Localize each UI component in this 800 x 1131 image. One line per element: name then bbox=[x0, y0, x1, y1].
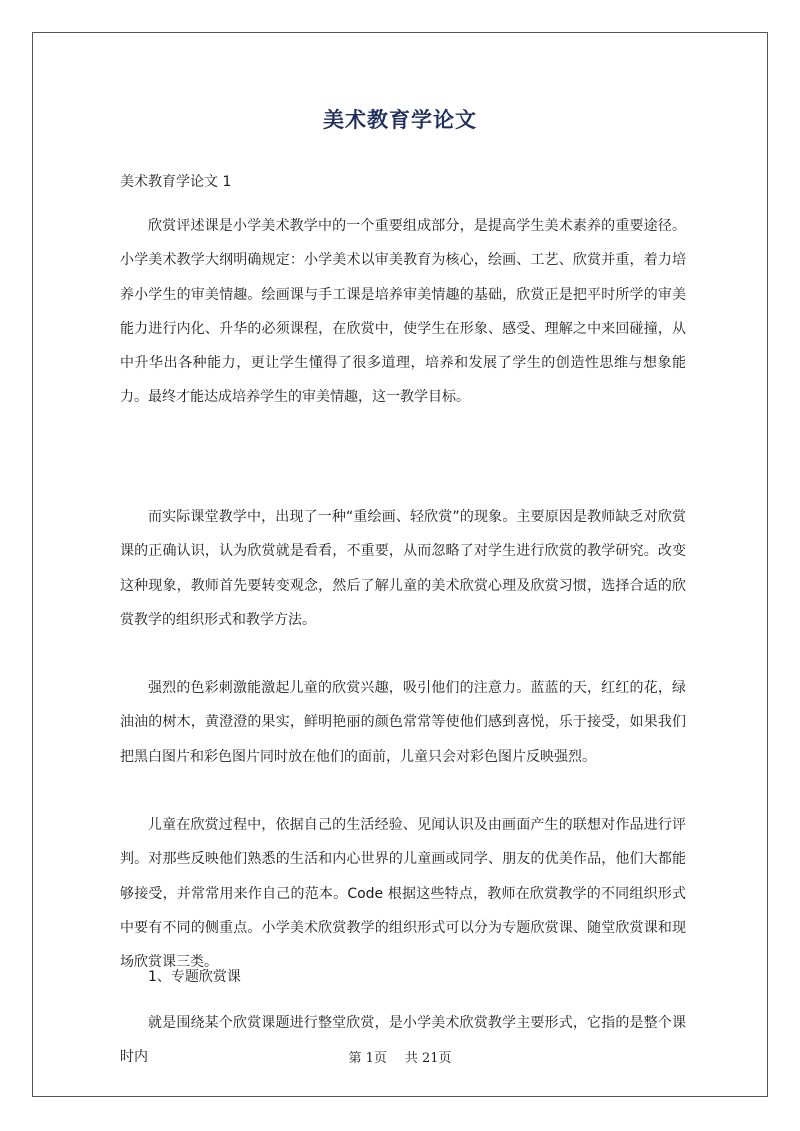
page-total: 共 21页 bbox=[404, 1051, 452, 1066]
paragraph-1: 欣赏评述课是小学美术教学中的一个重要组成部分，是提高学生美术素养的重要途径。小学美术教学大纲明确规定：小学美术以审美教育为核心，绘画、工艺、欣赏并重，着力培养小学生的审美情趣。绘画课与手工课是培养审美情趣的基础，欣赏正是把平时所学的审美能力进行内化、升华的必须课程，在欣赏中，使学生在形象、感受、理解之中来回碰撞，从中升华出各种能力，更让学生懂得了很多道理，培养和发展了学生的创造性思维与想象能力。最终才能达成培养学生的审美情趣，这一教学目标。 bbox=[120, 218, 686, 406]
paragraph-2: 而实际课堂教学中，出现了一种“重绘画、轻欣赏”的现象。主要原因是教师缺乏对欣赏课的正确认识，认为欣赏就是看看，不重要，从而忽略了对学生进行欣赏的教学研究。改变这种现象，教师首先要转变观念，然后了解儿童的美术欣赏心理及欣赏习惯，选择合适的欣赏教学的组织形式和教学方法。 bbox=[120, 509, 686, 628]
paragraph-4: 儿童在欣赏过程中，依据自己的生活经验、见闻认识及由画面产生的联想对作品进行评判。对那些反映他们熟悉的生活和内心世界的儿童画或同学、朋友的优美作品，他们大都能够接受，并常常用来作自己的范本。Code 根据这些特点，教师在欣赏教学的不同组织形式中要有不同的侧重点。小学美术欣赏教学的组织形式可以分为专题欣赏课、随堂欣赏课和现场欣赏课三类。 bbox=[120, 817, 686, 971]
page-footer bbox=[0, 1047, 800, 1066]
paragraph-5: 就是围绕某个欣赏课题进行整堂欣赏，是小学美术欣赏教学主要形式，它指的是整个课时内 bbox=[120, 1015, 686, 1066]
paragraph-3: 强烈的色彩刺激能激起儿童的欣赏兴趣，吸引他们的注意力。蓝蓝的天，红红的花，绿油油的树木，黄澄澄的果实，鲜明艳丽的颜色常常等使他们感到喜悦，乐于接受，如果我们把黑白图片和彩色图片同时放在他们的面前，儿童只会对彩色图片反映强烈。 bbox=[120, 680, 686, 765]
document-subtitle: 美术教育学论文 1 bbox=[120, 174, 232, 190]
section-heading: 1、专题欣赏课 bbox=[148, 969, 241, 985]
page-number: 第 1页 bbox=[348, 1051, 387, 1066]
document-title: 美术教育学论文 bbox=[323, 108, 477, 132]
